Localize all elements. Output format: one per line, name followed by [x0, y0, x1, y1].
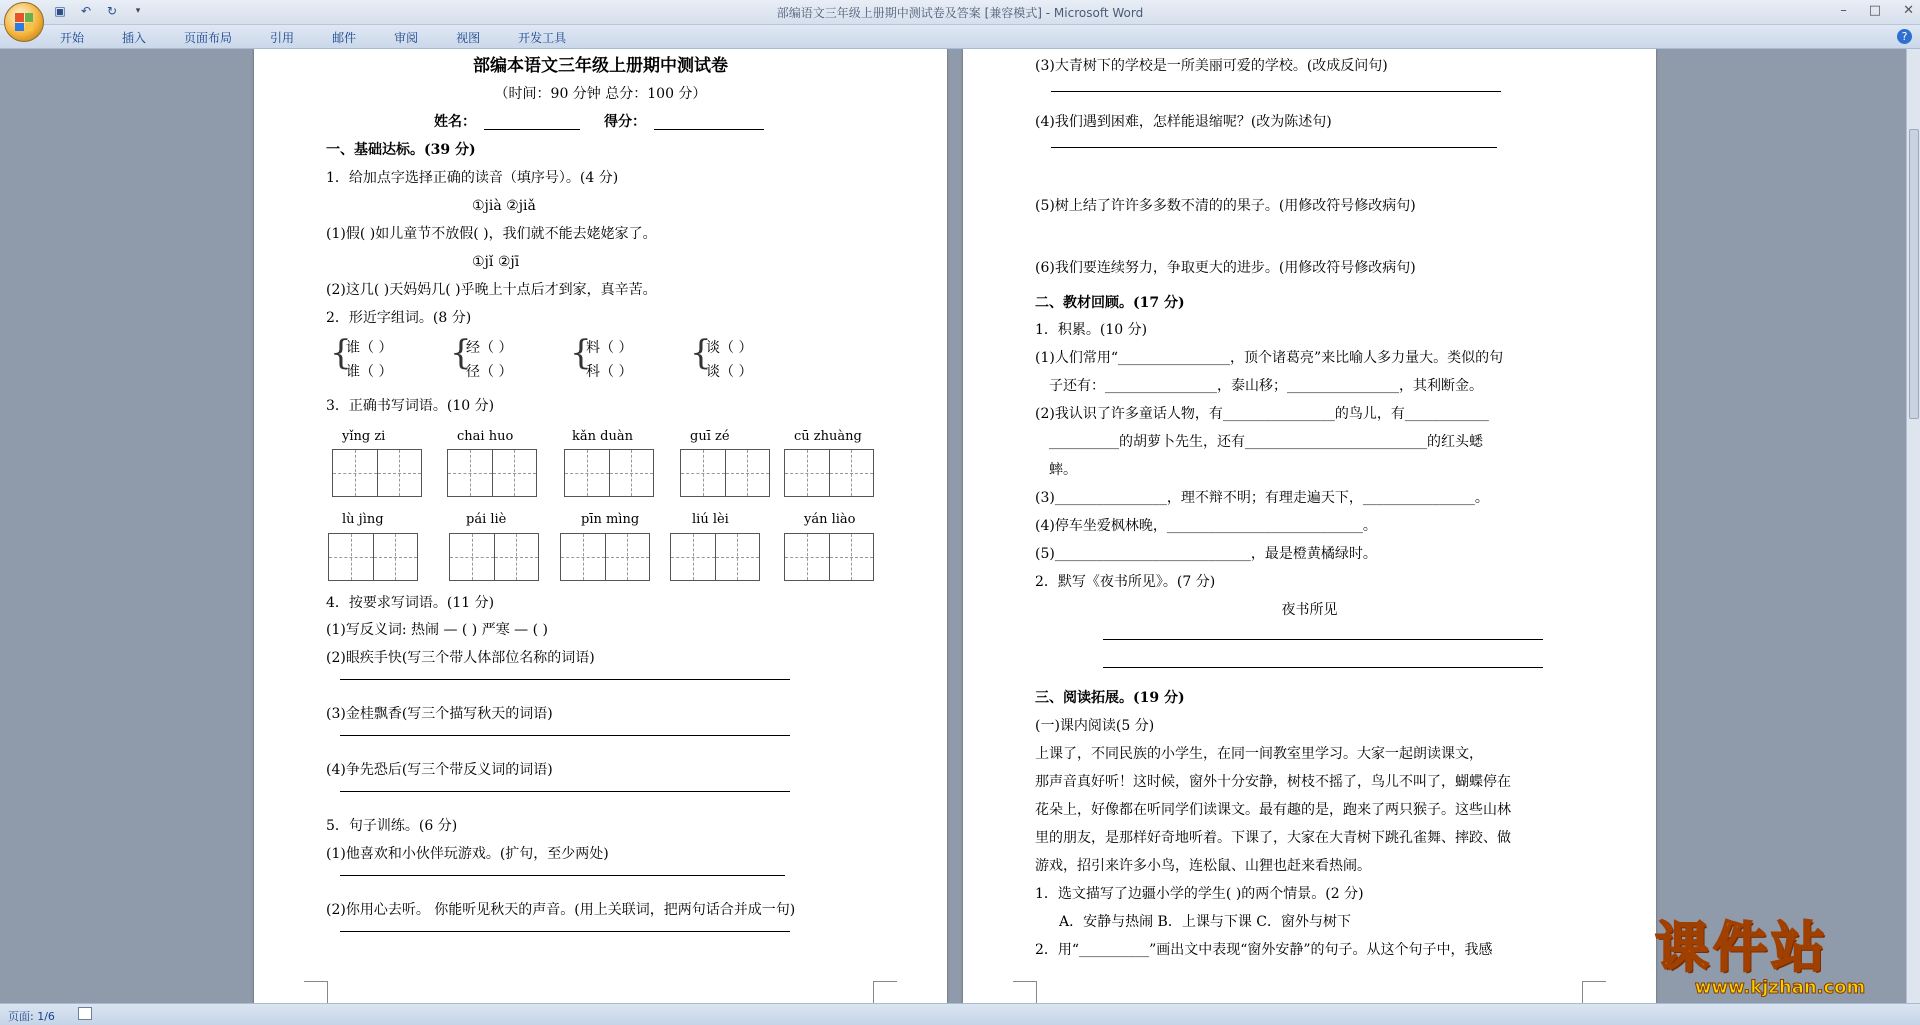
passage-line: 那声音真好听！这时候，窗外十分安静，树枝不摇了，鸟儿不叫了，蝴蝶停在: [1035, 774, 1511, 790]
ribbon: [0, 25, 1920, 49]
answer-line[interactable]: [340, 735, 790, 736]
rq2-text: 2．用“__________”画出文中表现“窗外安静”的句子。从这个句子中，我感: [1035, 942, 1493, 958]
r1-line-2a: (2)我认识了许多童话人物，有________________的鸟儿，有____________: [1035, 406, 1489, 422]
tab-view[interactable]: 视图: [456, 31, 481, 45]
q5-line-3: (3)大青树下的学校是一所美丽可爱的学校。(改成反问句): [1035, 58, 1388, 74]
answer-line[interactable]: [340, 791, 790, 792]
pinyin-label: guī zé: [690, 429, 730, 444]
q4-line-4: (4)争先恐后(写三个带反义词的词语): [326, 762, 553, 778]
q4-line-3: (3)金桂飘香(写三个描写秋天的词语): [326, 706, 553, 722]
q1-text: 1．给加点字选择正确的读音（填序号）。(4 分): [326, 170, 619, 186]
minimize-button[interactable]: –: [1840, 3, 1847, 18]
scrollbar-thumb[interactable]: [1909, 129, 1919, 419]
close-button[interactable]: ✕: [1903, 3, 1914, 18]
score-blank[interactable]: [654, 129, 764, 130]
score-label: 得分：: [604, 114, 646, 130]
writing-grid[interactable]: [784, 533, 874, 581]
r1-line-1a: (1)人们常用“________________，顶个诸葛亮”来比喻人多力量大。类似的句: [1035, 350, 1504, 366]
q2-item: 径（ ）: [466, 364, 513, 380]
pinyin-label: kǎn duàn: [572, 429, 633, 444]
pinyin-label: yán liào: [804, 512, 856, 527]
q4-text: 4．按要求写词语。(11 分): [326, 595, 495, 611]
poem-title: 夜书所见: [1281, 602, 1338, 618]
tab-mailings[interactable]: 邮件: [332, 31, 357, 45]
writing-grid[interactable]: [328, 533, 418, 581]
q5-line-6: (6)我们要连续努力，争取更大的进步。(用修改符号修改病句): [1035, 260, 1416, 276]
tab-references[interactable]: 引用: [270, 31, 295, 45]
answer-line[interactable]: [340, 875, 785, 876]
rq1-options: A．安静与热闹 B．上课与下课 C．窗外与树下: [1059, 914, 1352, 930]
q4-line-1: (1)写反义词: 热闹 — ( ) 严寒 — ( ): [326, 622, 548, 638]
r1-line-4: (4)停车坐爱枫林晚，____________________________。: [1035, 518, 1377, 534]
writing-grid[interactable]: [447, 449, 537, 497]
window-controls: [1840, 3, 1914, 18]
pinyin-label: liú lèi: [692, 512, 729, 527]
help-icon[interactable]: ?: [1897, 29, 1912, 44]
pinyin-label: chai huo: [457, 429, 514, 444]
section-3-heading: 三、阅读拓展。(19 分): [1035, 690, 1185, 706]
pinyin-label: lù jìng: [342, 512, 384, 527]
document-workspace: [0, 49, 1906, 1003]
q5-line-4: (4)我们遇到困难，怎样能退缩呢？(改为陈述句): [1035, 114, 1332, 130]
q2-item: 科（ ）: [586, 364, 633, 380]
pinyin-label: yǐng zi: [342, 429, 386, 444]
watermark-url: www.kjzhan.com: [1694, 977, 1866, 998]
rq1-text: 1．选文描写了边疆小学的学生( )的两个情景。(2 分): [1035, 886, 1364, 902]
reading-1-label: (一)课内阅读(5 分): [1035, 718, 1155, 734]
page-corner-mark: [304, 981, 328, 1003]
answer-line[interactable]: [1103, 667, 1543, 668]
q2-item: 谈（ ）: [706, 340, 753, 356]
ribbon-tabs: [60, 29, 604, 46]
passage-line: 里的朋友，是那样好奇地听着。下课了，大家在大青树下跳孔雀舞、摔跤、做: [1035, 830, 1511, 846]
site-watermark-logo: [1655, 918, 1905, 1003]
office-button[interactable]: [4, 2, 44, 42]
brace: {: [570, 333, 592, 373]
r1-line-2b: __________的胡萝卜先生，还有__________________________的红头蟋: [1049, 434, 1483, 450]
q5-line-5: (5)树上结了许许多多数不清的的果子。(用修改符号修改病句): [1035, 198, 1416, 214]
r2-text: 2．默写《夜书所见》。(7 分): [1035, 574, 1216, 590]
q2-item: 谁（ ）: [346, 364, 393, 380]
q2-item: 谈（ ）: [706, 364, 753, 380]
page-indicator[interactable]: 页面: 1/6: [8, 1010, 55, 1023]
writing-grid[interactable]: [449, 533, 539, 581]
page-corner-mark: [1582, 981, 1606, 1003]
answer-line[interactable]: [1103, 639, 1543, 640]
tab-home[interactable]: 开始: [60, 31, 85, 45]
doc-meta: （时间：90 分钟 总分：100 分）: [494, 86, 707, 102]
q5-text: 5．句子训练。(6 分): [326, 818, 458, 834]
pinyin-label: pái liè: [466, 512, 507, 527]
page-2: [963, 49, 1656, 1003]
q2-text: 2．形近字组词。(8 分): [326, 310, 472, 326]
title-bar: [0, 0, 1920, 25]
tab-insert[interactable]: 插入: [122, 31, 147, 45]
pinyin-label: pīn mìng: [581, 512, 640, 527]
passage-line: 上课了，不同民族的小学生，在同一间教室里学习。大家一起朗读课文，: [1035, 746, 1483, 762]
office-logo-icon: [15, 13, 33, 31]
tab-page-layout[interactable]: 页面布局: [184, 31, 233, 45]
q2-item: 经（ ）: [466, 340, 513, 356]
pinyin-label: cū zhuàng: [794, 429, 862, 444]
q5-line-1: (1)他喜欢和小伙伴玩游戏。(扩句，至少两处): [326, 846, 609, 862]
q5-line-2: (2)你用心去听。 你能听见秋天的声音。(用上关联词，把两句话合并成一句): [326, 902, 796, 918]
r1-line-1b: 子还有：________________，泰山移；________________，其利断金。: [1049, 378, 1483, 394]
writing-grid[interactable]: [332, 449, 422, 497]
answer-line[interactable]: [340, 679, 790, 680]
page-1: [254, 49, 947, 1003]
q1-options-2: ①jǐ ②jī: [472, 254, 520, 270]
q3-text: 3．正确书写词语。(10 分): [326, 398, 495, 414]
proofing-icon[interactable]: [78, 1007, 92, 1020]
brace: {: [690, 333, 712, 373]
page-corner-mark: [873, 981, 897, 1003]
status-bar: [0, 1003, 1920, 1025]
r1-text: 1．积累。(10 分): [1035, 322, 1148, 338]
tab-developer[interactable]: 开发工具: [518, 31, 567, 45]
answer-line[interactable]: [1051, 147, 1497, 148]
watermark-text: 课件站: [1655, 916, 1829, 979]
passage-line: 花朵上，好像都在听同学们读课文。最有趣的是，跑来了两只猴子。这些山林: [1035, 802, 1511, 818]
q4-line-2: (2)眼疾手快(写三个带人体部位名称的词语): [326, 650, 595, 666]
passage-line: 游戏，招引来许多小鸟，连松鼠、山狸也赶来看热闹。: [1035, 858, 1371, 874]
answer-line[interactable]: [1051, 91, 1501, 92]
doc-title: 部编本语文三年级上册期中测试卷: [473, 56, 728, 76]
r1-line-3: (3)________________，理不辩不明；有理走遍天下，________________。: [1035, 490, 1489, 506]
vertical-scrollbar[interactable]: [1906, 49, 1920, 1003]
q1-options-1: ①jià ②jiǎ: [472, 198, 536, 214]
r1-line-2c: 蟀。: [1049, 462, 1077, 478]
undo-icon[interactable]: ↶: [80, 4, 92, 18]
customize-toolbar-icon[interactable]: ▾: [135, 6, 141, 16]
section-2-heading: 二、教材回顾。(17 分): [1035, 295, 1185, 311]
writing-grid[interactable]: [564, 449, 654, 497]
tab-review[interactable]: 审阅: [394, 31, 419, 45]
writing-grid[interactable]: [680, 449, 770, 497]
page-corner-mark: [1013, 981, 1037, 1003]
save-icon[interactable]: ▣: [54, 4, 66, 18]
brace: {: [450, 333, 472, 373]
section-1-heading: 一、基础达标。(39 分): [326, 142, 476, 158]
redo-icon[interactable]: ↻: [106, 4, 118, 18]
brace: {: [330, 333, 352, 373]
name-blank[interactable]: [484, 129, 580, 130]
writing-grid[interactable]: [784, 449, 874, 497]
answer-line[interactable]: [340, 931, 790, 932]
q2-item: 谁（ ）: [346, 340, 393, 356]
r1-line-5: (5)____________________________，最是橙黄橘绿时。: [1035, 546, 1377, 562]
maximize-button[interactable]: □: [1868, 3, 1882, 18]
window-title: 部编语文三年级上册期中测试卷及答案 [兼容模式] - Microsoft Word: [776, 6, 1144, 20]
writing-grid[interactable]: [560, 533, 650, 581]
q1-line-2: (2)这几( )天妈妈几( )乎晚上十点后才到家，真辛苦。: [326, 282, 657, 298]
q1-line-1: (1)假( )如儿童节不放假( )，我们就不能去姥姥家了。: [326, 226, 657, 242]
q2-item: 料（ ）: [586, 340, 633, 356]
name-label: 姓名：: [434, 114, 476, 130]
writing-grid[interactable]: [670, 533, 760, 581]
